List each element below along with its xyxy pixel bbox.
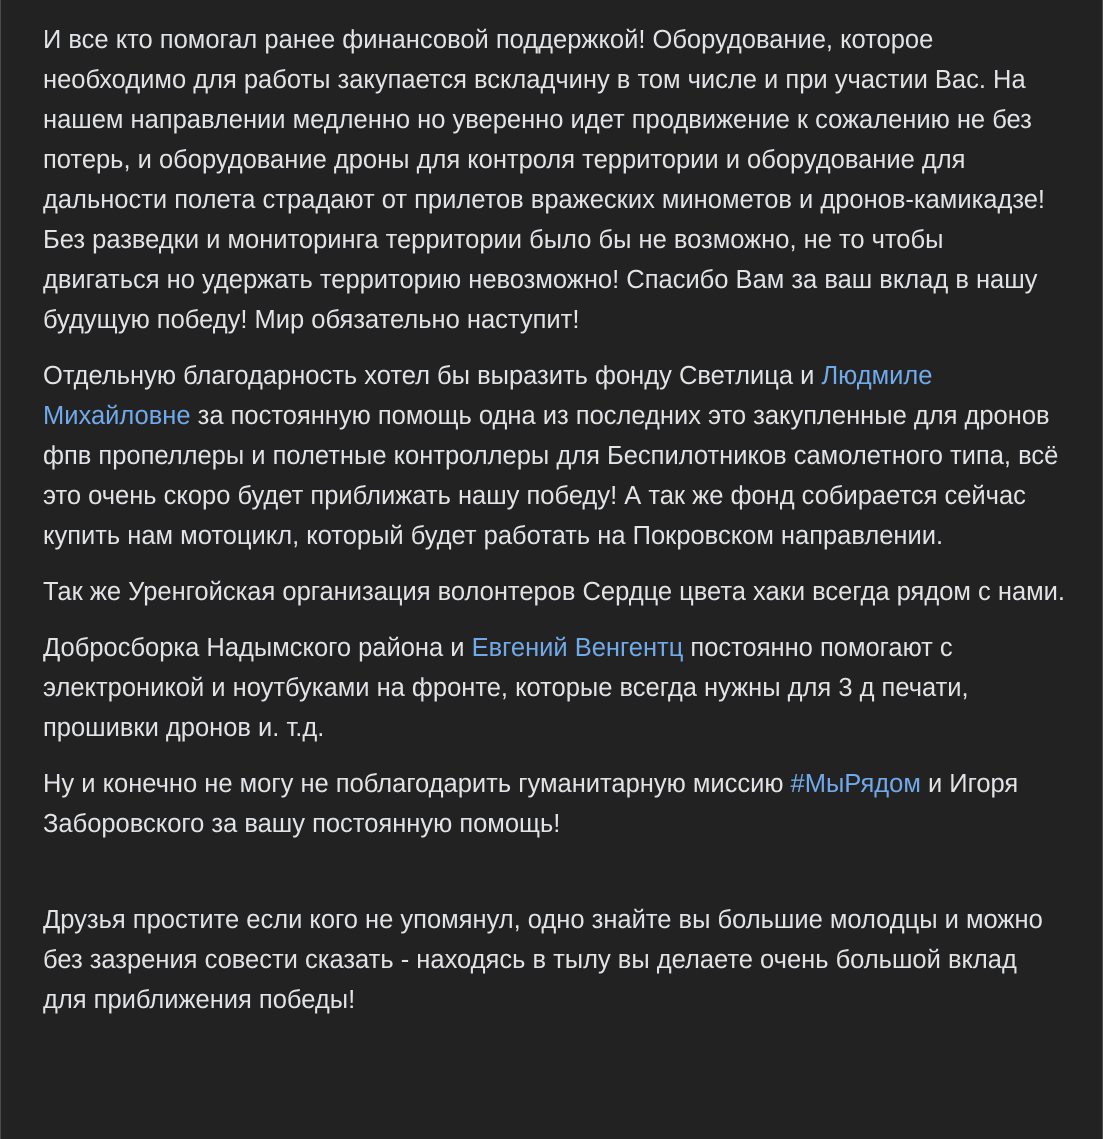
paragraph-closing: Друзья простите если кого не упомянул, одно знайте вы большие молодцы и можно без зазрения совести сказать - находясь в тылу вы делаете очень большой вклад для приближения победы! [43,906,1043,1014]
mention-link-lyudmila[interactable]: Людмиле Михайловне [43,362,933,430]
paragraph-text: за постоянную помощь одна из последних это закупленные для дронов фпв пропеллеры и полетные контроллеры для Беспилотников самолетного типа, всё это очень скоро будет приближать нашу победу! А так же фонд собирается сейчас купить нам мотоцикл, который будет работать на Покровском направлении. [43,402,1059,550]
post-text [43,20,1066,1020]
paragraph-thanks-nadym [43,628,1066,748]
hashtag-link-myryadom[interactable]: #МыРядом [790,770,921,798]
paragraph-thanks-mission [43,764,1066,844]
paragraph-text: постоянно помогают с электроникой и ноутбуками на фронте, которые всегда нужны для 3 д печати, прошивки дронов и. т.д. [43,634,969,742]
paragraph-thanks-financial: И все кто помогал ранее финансовой поддержкой! Оборудование, которое необходимо для работы закупается вскладчину в том числе и при участии Вас. На нашем направлении медленно но уверенно идет продвижение к сожалению не без потерь, и оборудование дроны для контроля территории и оборудование для дальности полета страдают от прилетов вражеских минометов и дронов-камикадзе! Без разведки и мониторинга территории было бы не возможно, не то чтобы двигаться но удержать территорию невозможно! Спасибо Вам за ваш вклад в нашу будущую победу! Мир обязательно наступит! [43,26,1046,334]
paragraph-thanks-urengoy: Так же Уренгойская организация волонтеров Сердце цвета хаки всегда рядом с нами. [43,578,1065,606]
paragraph-text: и Игоря Заборовского за вашу постоянную помощь! [43,770,1019,838]
paragraph-text: Ну и конечно не могу не поблагодарить гуманитарную миссию [43,770,791,798]
paragraph-thanks-svetlitsa [43,356,1066,556]
paragraph-text: Отдельную благодарность хотел бы выразить фонду Светлица и [43,362,822,390]
paragraph-text: Добросборка Надымского района и [43,634,472,662]
mention-link-evgeniy[interactable]: Евгений Венгентц [471,634,684,662]
